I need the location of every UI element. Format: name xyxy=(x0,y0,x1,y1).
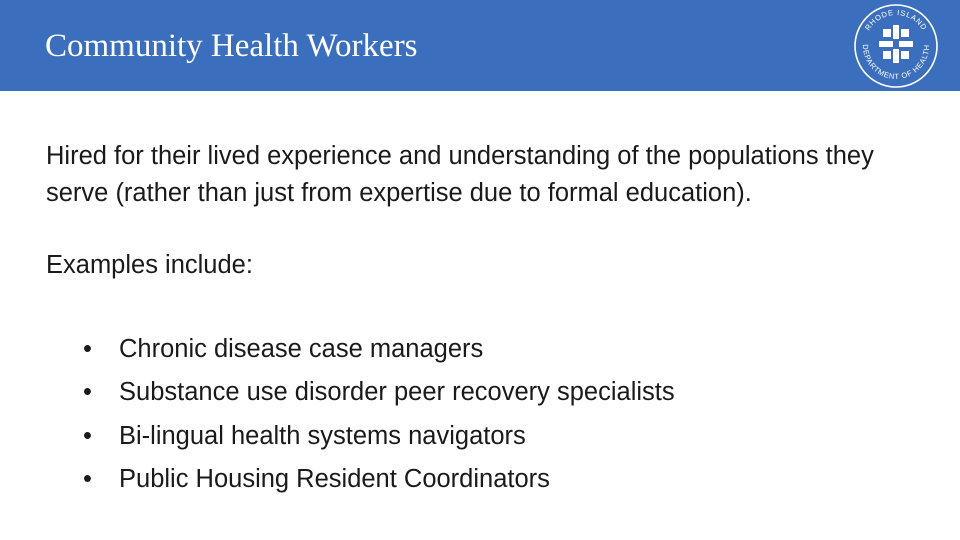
list-item-text: Substance use disorder peer recovery specialists xyxy=(119,378,675,406)
bullet-icon: • xyxy=(83,378,92,406)
title-bar xyxy=(0,0,960,91)
list-item xyxy=(46,328,926,372)
list-item xyxy=(46,371,926,415)
bullet-icon: • xyxy=(83,334,92,363)
list-item-text: Bi-lingual health systems navigators xyxy=(119,421,526,450)
svg-text:RHODE ISLAND: RHODE ISLAND xyxy=(862,7,930,33)
ri-department-of-health-logo-icon xyxy=(852,2,940,90)
intro-paragraph: Hired for their lived experience and understanding of the populations they serve (rather than just from expertise due to formal education). xyxy=(46,142,874,207)
examples-heading: Examples include: xyxy=(46,251,253,279)
list-item-text: Chronic disease case managers xyxy=(119,334,484,363)
bullet-icon: • xyxy=(83,465,92,493)
slide-body xyxy=(46,138,926,502)
slide-title: Community Health Workers xyxy=(45,28,418,64)
bullet-icon: • xyxy=(83,421,92,450)
list-item xyxy=(46,458,926,502)
svg-text:DEPARTMENT OF HEALTH: DEPARTMENT OF HEALTH xyxy=(860,44,932,82)
list-item xyxy=(46,415,926,459)
list-item-text: Public Housing Resident Coordinators xyxy=(119,465,550,493)
examples-list xyxy=(46,328,926,502)
